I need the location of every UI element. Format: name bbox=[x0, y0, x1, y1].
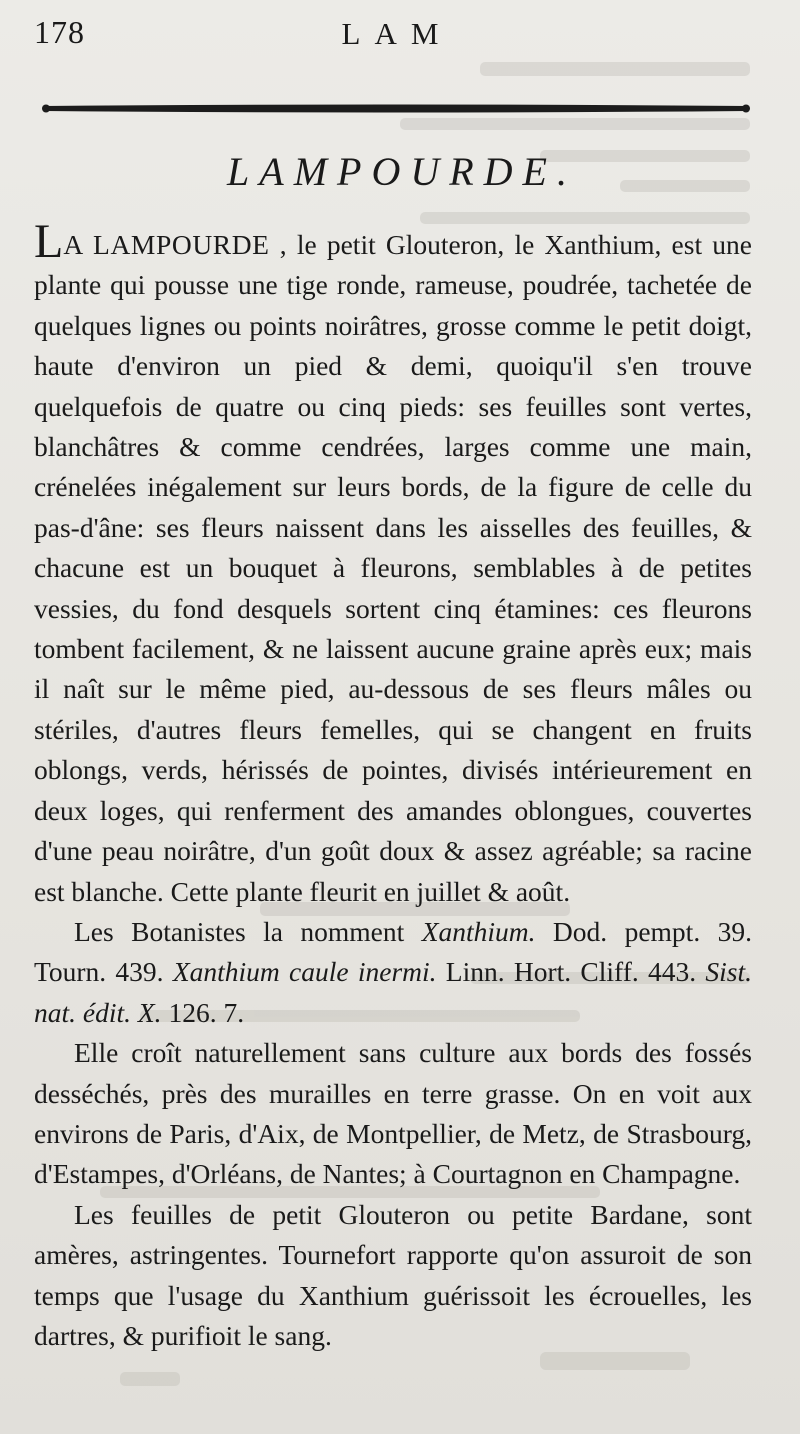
paragraph-properties: Les feuilles de petit Glouteron ou petite Bardane, sont amères, astringentes. Tournefort rapporte qu'on assuroit de son temps que l'usage du Xanthium guérissoit les écrouelles, les dartres, & purifioit le sang. bbox=[34, 1198, 752, 1351]
paragraph-nomenclature bbox=[34, 912, 752, 1033]
nomenclature-italic: Xanthium. bbox=[421, 915, 536, 947]
page-number: 178 bbox=[34, 14, 85, 50]
nomenclature-text: Les Botanistes la nomment bbox=[74, 915, 422, 947]
running-head: LAM bbox=[341, 16, 453, 51]
nomenclature-text: Linn. Hort. Cliff. 443. bbox=[436, 956, 706, 988]
nomenclature-text: Dod. pempt. 39. Tourn. 439. bbox=[34, 915, 752, 988]
page-header bbox=[34, 14, 760, 58]
paragraph-habitat: Elle croît naturellement sans culture aux bords des fossés desséchés, près des murailles en terre grasse. On en voit aux environs de Paris, d'Aix, de Montpellier, de Metz, de Strasbourg, d'Estampes, d'Orléans, de Nantes; à Courtagnon en Champagne. bbox=[34, 1037, 752, 1190]
nomenclature-italic: Xanthium caule inermi. bbox=[172, 956, 437, 988]
nomenclature-text: 126. 7. bbox=[161, 996, 245, 1028]
article-title: LAMPOURDE. bbox=[227, 149, 577, 194]
header-rule bbox=[40, 100, 752, 116]
paragraph-description bbox=[34, 215, 752, 912]
headword: A LAMPOURDE bbox=[63, 229, 270, 260]
article-body bbox=[34, 215, 752, 1356]
paragraph-description-text: , le petit Glouteron, le Xanthium, est une plante qui pousse une tige ronde, rameuse, poudrée, tachetée de quelques lignes ou points noirâtres, grosse comme le petit doigt, haute d'environ un pied & demi, quoiqu'il s'en trouve quelquefois de quatre ou cinq pieds: ses feuilles sont vertes, blanchâtres & comme cendrées, larges comme une main, crénelées inégalement sur leurs bords, de la figure de celle du pas-d'âne: ses fleurs naissent dans les aisselles des feuilles, & chacune est un bouquet à fleurons, semblables à de petites vessies, du fond desquels sortent cinq étamines: ces fleurons tombent facilement, & ne laissent aucune graine après eux; mais il naît sur le même pied, au-dessous de ses fleurs mâles ou stériles, d'autres fleurs femelles, qui se changent en fruits oblongs, verds, hérissés de pointes, divisés intérieurement en deux loges, qui renferment des amandes oblongues, couvertes d'une peau noirâtre, d'un goût doux & assez agréable; sa racine est blanche. Cette plante fleurit en juillet & août. bbox=[34, 229, 752, 907]
nomenclature-italic: Sist. nat. édit. X. bbox=[34, 956, 752, 1028]
drop-cap: L bbox=[34, 215, 64, 268]
